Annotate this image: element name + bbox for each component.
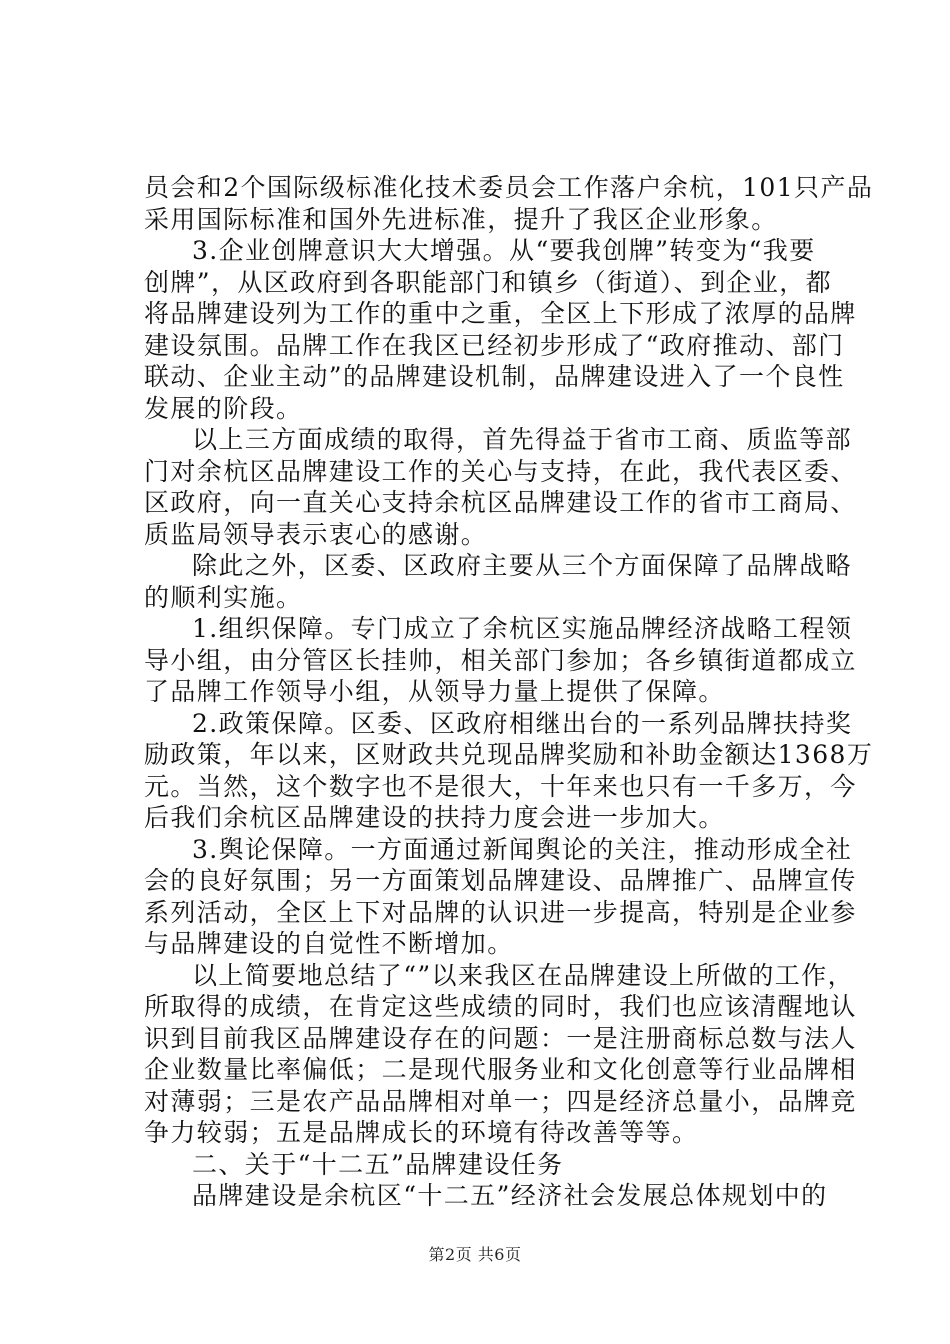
text-line: 3.企业创牌意识大大增强。从“要我创牌”转变为“我要	[192, 236, 816, 265]
text-line: 识到目前我区品牌建设存在的问题：一是注册商标总数与法人	[144, 1023, 857, 1053]
text-line: 二、关于“十二五”品牌建设任务	[192, 1149, 564, 1179]
text-line: 所取得的成绩，在肯定这些成绩的同时，我们也应该清醒地认	[144, 992, 857, 1021]
text-line: 以上简要地总结了“”以来我区在品牌建设上所做的工作，	[192, 960, 854, 990]
page-footer: 第2页 共6页	[428, 1245, 522, 1264]
text-line: 的顺利实施。	[144, 582, 303, 612]
text-line: 员会和2个国际级标准化技术委员会工作落户余杭，101只产品	[144, 173, 874, 202]
document-body	[144, 172, 874, 1212]
text-line: 对薄弱；三是农产品品牌相对单一；四是经济总量小，品牌竞	[144, 1086, 857, 1116]
text-line: 导小组，由分管区长挂帅，相关部门参加；各乡镇街道都成立	[144, 645, 857, 675]
text-line: 企业数量比率偏低；二是现代服务业和文化创意等行业品牌相	[144, 1055, 857, 1084]
text-line: 建设氛围。品牌工作在我区已经初步形成了“政府推动、部门	[144, 330, 845, 360]
text-line: 发展的阶段。	[144, 393, 303, 423]
text-line: 系列活动，全区上下对品牌的认识进一步提高，特别是企业参	[144, 897, 857, 927]
text-line: 品牌建设是余杭区“十二五”经济社会发展总体规划中的	[192, 1181, 828, 1210]
text-line: 后我们余杭区品牌建设的扶持力度会进一步加大。	[144, 803, 725, 832]
text-line: 质监局领导表示衷心的感谢。	[144, 519, 488, 549]
text-line: 励政策，年以来，区财政共兑现品牌奖励和补助金额达1368万	[144, 740, 874, 769]
text-line: 会的良好氛围；另一方面策划品牌建设、品牌推广、品牌宣传	[144, 866, 857, 895]
text-line: 将品牌建设列为工作的重中之重，全区上下形成了浓厚的品牌	[144, 299, 857, 328]
text-line: 联动、企业主动”的品牌建设机制，品牌建设进入了一个良性	[144, 362, 845, 391]
text-line: 元。当然，这个数字也不是很大，十年来也只有一千多万，今	[144, 771, 857, 801]
text-line: 与品牌建设的自觉性不断增加。	[144, 929, 514, 958]
text-line: 除此之外，区委、区政府主要从三个方面保障了品牌战略	[192, 551, 853, 580]
text-line: 3.舆论保障。一方面通过新闻舆论的关注，推动形成全社	[192, 834, 853, 864]
text-line: 区政府，向一直关心支持余杭区品牌建设工作的省市工商局、	[144, 488, 857, 517]
text-line: 采用国际标准和国外先进标准，提升了我区企业形象。	[144, 204, 778, 234]
text-line: 以上三方面成绩的取得，首先得益于省市工商、质监等部	[192, 425, 853, 454]
text-line: 创牌”，从区政府到各职能部门和镇乡（街道）、到企业，都	[144, 267, 833, 297]
text-line: 了品牌工作领导小组，从领导力量上提供了保障。	[144, 677, 725, 706]
text-line: 2.政策保障。区委、区政府相继出台的一系列品牌扶持奖	[192, 708, 853, 738]
text-line: 争力较弱；五是品牌成长的环境有待改善等等。	[144, 1118, 699, 1147]
text-line: 门对余杭区品牌建设工作的关心与支持，在此，我代表区委、	[144, 456, 857, 486]
text-line: 1.组织保障。专门成立了余杭区实施品牌经济战略工程领	[192, 614, 853, 643]
